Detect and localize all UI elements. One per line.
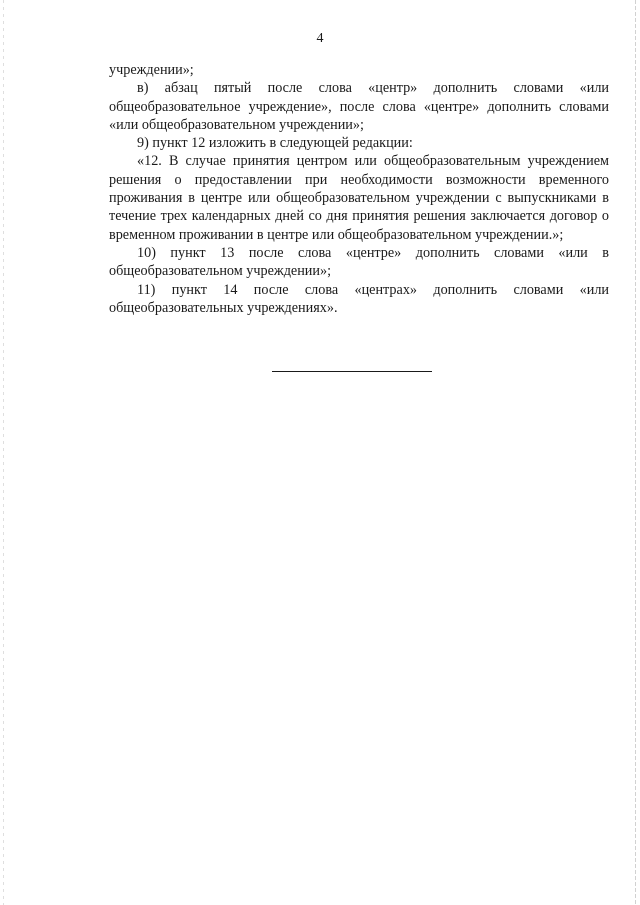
- paragraph-clause-12: «12. В случае принятия центром или общеобразовательным учреждением решения о предоставлении при необходимости возможности временного проживания в центре или общеобразовательном учреждении с выпускниками в течение трех календарных дней со дня принятия решения заключается договор о временном проживании в центре или общеобразовательном учреждении.»;: [109, 153, 609, 243]
- paragraph-item-9: 9) пункт 12 изложить в следующей редакции:: [137, 135, 413, 152]
- scan-edge-left: [3, 0, 4, 905]
- paragraph-continuation: учреждении»;: [109, 62, 194, 78]
- paragraph-item-v: в) абзац пятый после слова «центр» дополнить словами «или общеобразовательное учреждение», после слова «центре» дополнить словами «или общеобразовательном учреждении»;: [109, 80, 609, 133]
- page-number: 4: [316, 31, 324, 46]
- paragraph-item-10: 10) пункт 13 после слова «центре» дополнить словами «или в общеобразовательном учреждении»;: [109, 244, 609, 280]
- paragraph-item-11: 11) пункт 14 после слова «центрах» дополнить словами «или общеобразовательных учреждениях».: [109, 281, 609, 316]
- end-of-document-rule: [272, 371, 432, 372]
- document-body: [109, 61, 609, 317]
- scan-edge-right: [635, 0, 636, 905]
